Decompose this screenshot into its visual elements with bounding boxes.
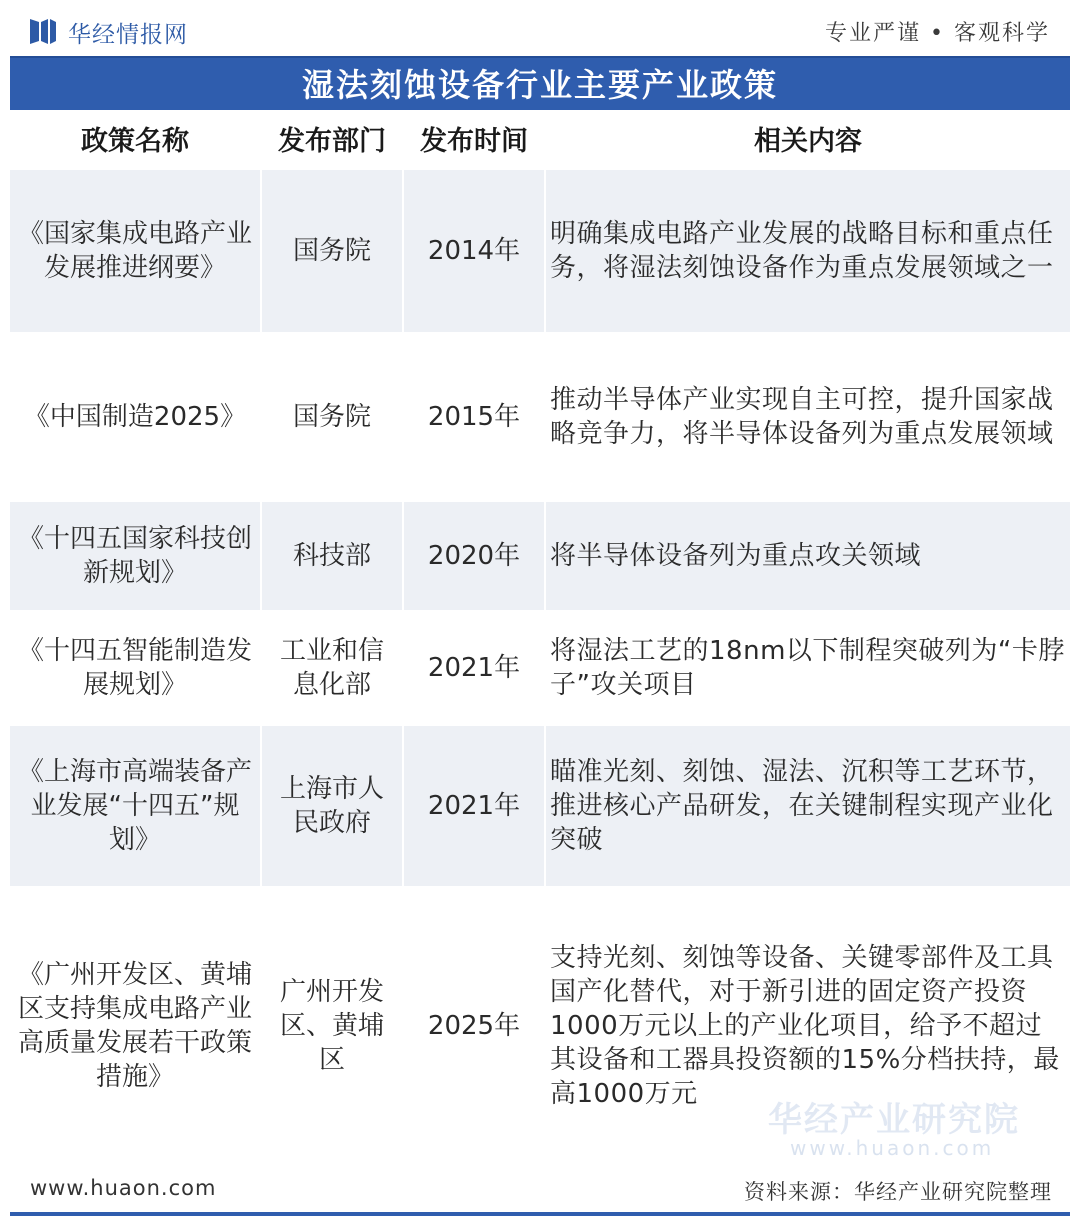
page-title: 湿法刻蚀设备行业主要产业政策	[301, 66, 778, 104]
column-header-content: 相关内容	[754, 126, 862, 157]
column-header-department: 发布部门	[278, 126, 386, 157]
content-cell: 将湿法工艺的18nm以下制程突破列为“卡脖子”攻关项目	[550, 636, 1065, 700]
year-cell: 2021年	[404, 726, 544, 886]
department-cell: 国务院	[292, 402, 371, 432]
column-header-policy-name: 政策名称	[81, 126, 189, 157]
brand-logo-icon	[30, 16, 56, 44]
content-cell: 瞄准光刻、刻蚀、湿法、沉积等工艺环节，推进核心产品研发，在关键制程实现产业化突破	[546, 726, 1070, 886]
watermark-url: www.huaon.com	[790, 1136, 995, 1160]
year-cell: 2021年	[427, 653, 521, 683]
policy-name-cell: 《国家集成电路产业发展推进纲要》	[10, 170, 260, 332]
watermark-name: 华经产业研究院	[768, 1100, 1020, 1140]
column-header-date: 发布时间	[420, 126, 528, 157]
content-cell: 支持光刻、刻蚀等设备、关键零部件及工具国产化替代，对于新引进的固定资产投资1000万元以上的产业化项目，给予不超过其设备和工器具投资额的15%分档扶持，最高1000万元	[550, 943, 1060, 1109]
brand-name: 华经情报网	[68, 22, 188, 48]
policy-name-cell: 《中国制造2025》	[23, 402, 247, 432]
policy-name-cell: 《十四五国家科技创新规划》	[10, 502, 260, 610]
content-cell: 将半导体设备列为重点攻关领域	[546, 502, 1070, 610]
year-cell: 2025年	[427, 1011, 521, 1041]
department-cell: 国务院	[262, 170, 402, 332]
year-cell: 2015年	[427, 402, 521, 432]
year-cell: 2014年	[404, 170, 544, 332]
content-cell: 推动半导体产业实现自主可控，提升国家战略竞争力，将半导体设备列为重点发展领域	[550, 385, 1054, 449]
source-note: 资料来源：华经产业研究院整理	[744, 1180, 1052, 1204]
slogan: 专业严谨 • 客观科学	[825, 21, 1050, 46]
policy-name-cell: 《广州开发区、黄埔区支持集成电路产业高质量发展若干政策措施》	[18, 960, 253, 1092]
department-cell: 科技部	[262, 502, 402, 610]
department-cell: 广州开发区、黄埔区	[279, 977, 384, 1075]
year-cell: 2020年	[404, 502, 544, 610]
department-cell: 工业和信息化部	[279, 636, 384, 700]
title-bar	[10, 56, 1070, 110]
department-cell: 上海市人民政府	[262, 726, 402, 886]
policy-name-cell: 《上海市高端装备产业发展“十四五”规划》	[10, 726, 260, 886]
content-cell: 明确集成电路产业发展的战略目标和重点任务，将湿法刻蚀设备作为重点发展领域之一	[546, 170, 1070, 332]
bottom-divider	[10, 1212, 1070, 1216]
top-bar	[0, 0, 1080, 56]
policy-name-cell: 《十四五智能制造发展规划》	[18, 636, 253, 700]
footer-url: www.huaon.com	[30, 1176, 217, 1200]
